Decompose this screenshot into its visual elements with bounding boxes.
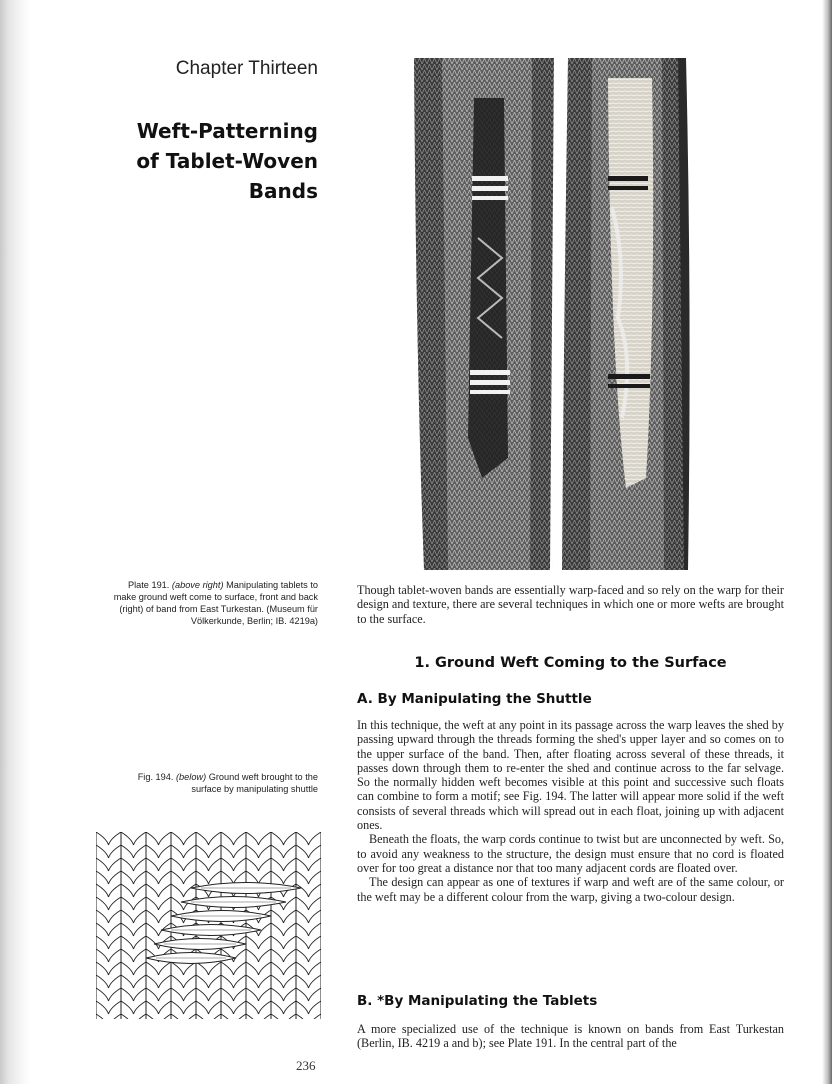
subsection-b-heading: B. *By Manipulating the Tablets <box>357 993 598 1009</box>
body-paragraph: Beneath the floats, the warp cords continue to twist but are unconnected by weft. So, to avoid any weakness to the structure, the design must ensure that no cord is floated over for too great a distance nor that too many adjacent cords are floated over. <box>357 832 784 875</box>
intro-paragraph <box>357 583 784 626</box>
subsection-b-body <box>357 1022 784 1051</box>
fig-194-diagram <box>96 832 321 1019</box>
subsection-a-heading: A. By Manipulating the Shuttle <box>357 691 592 707</box>
page-gutter-shadow <box>0 0 30 1084</box>
figure-caption <box>108 771 318 795</box>
cord-twist <box>146 832 171 1019</box>
section-heading: 1. Ground Weft Coming to the Surface <box>414 655 727 671</box>
body-paragraph: A more specialized use of the technique is known on bands from East Turkestan (Berlin, IB. 4219 a and b); see Plate 191. In the central part of the <box>357 1022 784 1051</box>
cord-twist <box>121 832 146 1019</box>
plate-caption <box>108 579 318 627</box>
figure-caption-position: (below) <box>176 772 207 782</box>
cord-twist <box>296 832 321 1019</box>
chapter-title-line: Bands <box>248 179 318 203</box>
page-edge-shadow <box>822 0 832 1084</box>
cord-twist <box>246 832 271 1019</box>
weft-float-diagram <box>96 832 321 1019</box>
figure-caption-ref: Fig. 194. <box>137 772 174 782</box>
chapter-label: Chapter Thirteen <box>175 58 318 79</box>
intro-text: Though tablet-woven bands are essentially warp-faced and so rely on the warp for their design and texture, there are several techniques in which one or more wefts are brought to the surface. <box>357 583 784 626</box>
chapter-title <box>58 116 318 206</box>
plate-caption-ref: Plate 191. <box>127 580 170 590</box>
plate-caption-position: (above right) <box>171 580 224 590</box>
body-paragraph: The design can appear as one of textures if warp and weft are of the same colour, or the weft may be a different colour from the warp, giving a two-colour design. <box>357 875 784 904</box>
plate-caption-text: Manipulating tablets to make ground weft come to surface, front and back (right) of band from East Turkestan. (Museum für Völkerkunde, Berlin; IB. 4219a) <box>113 580 318 626</box>
woven-bands-image <box>412 58 786 570</box>
chapter-title-line: Weft-Patterning <box>136 119 318 143</box>
cord-twist <box>96 832 121 1019</box>
body-paragraph: In this technique, the weft at any point in its passage across the warp leaves the shed by passing upward through the threads forming the shed's upper layer and so comes on to the upper surface of the band. Then, after floating across several of these threads, it passes down through them to re-enter the shed and continue across to the far selvage. So the normally hidden weft becomes visible at this point and successive such floats can combine to form a motif; see Fig. 194. The latter will appear more solid if the weft consists of several threads which will spread out in each float, joining up with adjacent ones. <box>357 718 784 833</box>
plate-191-photo <box>412 58 786 570</box>
cord-twist <box>271 832 296 1019</box>
chapter-title-line: of Tablet-Woven <box>136 149 318 173</box>
subsection-a-body <box>357 718 784 904</box>
figure-caption-text: Ground weft brought to the surface by manipulating shuttle <box>191 772 318 794</box>
page-number: 236 <box>296 1058 316 1073</box>
